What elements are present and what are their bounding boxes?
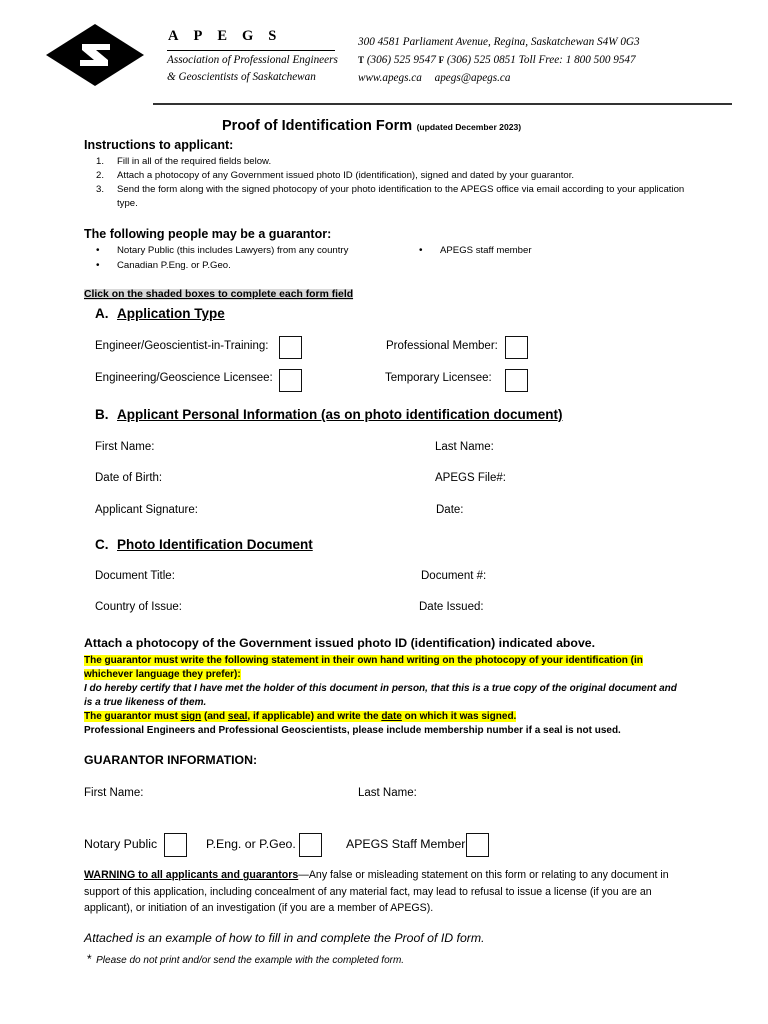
header-web-line (358, 72, 510, 84)
instruction-number: 1. (96, 156, 105, 167)
bullet-icon: • (96, 260, 100, 271)
notary-public-label: Notary Public (84, 837, 158, 851)
instruction-item (96, 169, 696, 183)
attach-heading: Attach a photocopy of the Government issued photo ID (identification) indicated above. (84, 636, 596, 650)
fax-number: (306) 525 0851 (446, 54, 516, 66)
applicant-first-name-label: First Name: (95, 441, 155, 453)
asterisk: * (87, 952, 92, 966)
notary-public-checkbox[interactable] (164, 833, 187, 857)
email-link[interactable]: apegs@apegs.ca (434, 72, 511, 84)
example-note: Attached is an example of how to fill in and complete the Proof of ID form. (84, 931, 485, 945)
warning-paragraph (84, 867, 684, 917)
applicant-signature-label: Applicant Signature: (95, 504, 198, 516)
guarantor-option (419, 245, 532, 256)
print-note-text: Please do not print and/or send the example with the completed form. (96, 955, 405, 966)
temporary-licensee-checkbox[interactable] (505, 369, 528, 392)
instructions-list (96, 155, 696, 211)
guarantor-option-text: Notary Public (this includes Lawyers) from any country (117, 245, 349, 256)
section-c-title: Photo Identification Document (117, 537, 313, 552)
seal-word: seal (227, 711, 248, 722)
section-b-letter: B. (95, 407, 109, 422)
sign-instruction-part: on which it was signed. (401, 711, 517, 722)
guarantor-eligibility-heading: The following people may be a guarantor: (84, 227, 332, 241)
eit-label: Engineer/Geoscientist-in-Training: (95, 340, 269, 352)
professional-member-checkbox[interactable] (505, 336, 528, 359)
document-number-label: Document #: (421, 570, 487, 582)
instruction-text: Attach a photocopy of any Government issued photo ID (identification), signed and dated by your guarantor. (117, 170, 575, 181)
phone-label: T (358, 55, 365, 65)
guarantor-last-name-label: Last Name: (358, 787, 417, 799)
header-rule (153, 103, 732, 105)
section-a-letter: A. (95, 306, 109, 321)
membership-number-note: Professional Engineers and Professional Geoscientists, please include membership number if a seal is not used. (84, 725, 621, 736)
document-title-label: Document Title: (95, 570, 175, 582)
guarantor-option (96, 245, 349, 256)
peng-pgeo-label: P.Eng. or P.Geo. (206, 837, 296, 851)
instruction-number: 3. (96, 184, 105, 195)
form-title: Proof of Identification Form (222, 118, 413, 134)
phone-number: (306) 525 9547 (366, 54, 436, 66)
header-divider-short (167, 50, 335, 51)
warning-text: —Any false or misleading statement on this form or relating to any document in support of this application, including concealment of any material fact, may lead to refusal to issue a license (if you are an applicant), or initiation of an investigation (if you are a member of APEGS). (84, 869, 669, 914)
header-contact-line (358, 54, 636, 66)
guarantor-option (96, 260, 231, 271)
guarantor-first-name-label: First Name: (84, 787, 144, 799)
date-word: date (381, 711, 402, 722)
bullet-icon: • (96, 245, 100, 256)
org-short-name: APEGS (168, 28, 292, 44)
apegs-logo (46, 24, 144, 86)
eit-checkbox[interactable] (279, 336, 302, 359)
date-issued-label: Date Issued: (419, 601, 484, 613)
section-c-letter: C. (95, 537, 109, 552)
handwriting-instruction: The guarantor must write the following statement in their own hand writing on the photocopy of your identification (in whichever language they prefer): (84, 655, 643, 680)
professional-member-label: Professional Member: (386, 340, 498, 352)
country-of-issue-label: Country of Issue: (95, 601, 182, 613)
guarantor-info-heading: GUARANTOR INFORMATION: (84, 753, 258, 767)
click-note: Click on the shaded boxes to complete each form field (84, 289, 354, 300)
section-c-heading (95, 537, 313, 552)
instruction-item (96, 183, 696, 211)
sign-seal-instruction (84, 710, 684, 724)
section-a-heading (95, 306, 225, 321)
instruction-text: Send the form along with the signed photocopy of your photo identification to the APEGS office via email according to your application type. (117, 184, 685, 209)
certification-statement: I do hereby certify that I have met the holder of this document in person, that this is a true copy of the original document and is a true likeness of them. (84, 683, 677, 708)
sign-word: sign (180, 711, 202, 722)
print-note (87, 950, 404, 968)
section-b-heading (95, 407, 563, 422)
guarantor-option-text: Canadian P.Eng. or P.Geo. (117, 260, 231, 271)
apegs-staff-label: APEGS Staff Member (346, 837, 466, 851)
sign-instruction-part: (and (201, 711, 228, 722)
guarantor-instruction-block (84, 654, 684, 682)
form-title-note: (updated December 2023) (416, 122, 522, 132)
fax-label: F (438, 55, 445, 65)
org-name-line2: & Geoscientists of Saskatchewan (167, 71, 316, 83)
tollfree-number: Toll Free: 1 800 500 9547 (518, 54, 636, 66)
org-name-line1: Association of Professional Engineers (167, 54, 338, 66)
instruction-text: Fill in all of the required fields below. (117, 156, 272, 167)
apegs-file-number-label: APEGS File#: (435, 472, 506, 484)
applicant-date-label: Date: (436, 504, 464, 516)
section-a-title: Application Type (117, 306, 225, 321)
applicant-last-name-label: Last Name: (435, 441, 494, 453)
guarantor-option-text: APEGS staff member (440, 245, 532, 256)
sign-instruction-part: The guarantor must (84, 711, 181, 722)
instruction-number: 2. (96, 170, 105, 181)
licensee-checkbox[interactable] (279, 369, 302, 392)
temporary-licensee-label: Temporary Licensee: (385, 372, 492, 384)
apegs-staff-checkbox[interactable] (466, 833, 489, 857)
website-link[interactable]: www.apegs.ca (358, 72, 422, 84)
section-b-title: Applicant Personal Information (as on photo identification document) (117, 407, 563, 422)
peng-pgeo-checkbox[interactable] (299, 833, 322, 857)
instructions-heading: Instructions to applicant: (84, 138, 234, 152)
licensee-label: Engineering/Geoscience Licensee: (95, 372, 273, 384)
header-address: 300 4581 Parliament Avenue, Regina, Saskatchewan S4W 0G3 (358, 36, 640, 48)
sign-instruction-part: , if applicable) and write the (247, 711, 382, 722)
warning-label: WARNING to all applicants and guarantors (84, 869, 299, 881)
form-title-line (222, 117, 521, 135)
date-of-birth-label: Date of Birth: (95, 472, 163, 484)
instruction-item (96, 155, 696, 169)
bullet-icon: • (419, 245, 423, 256)
